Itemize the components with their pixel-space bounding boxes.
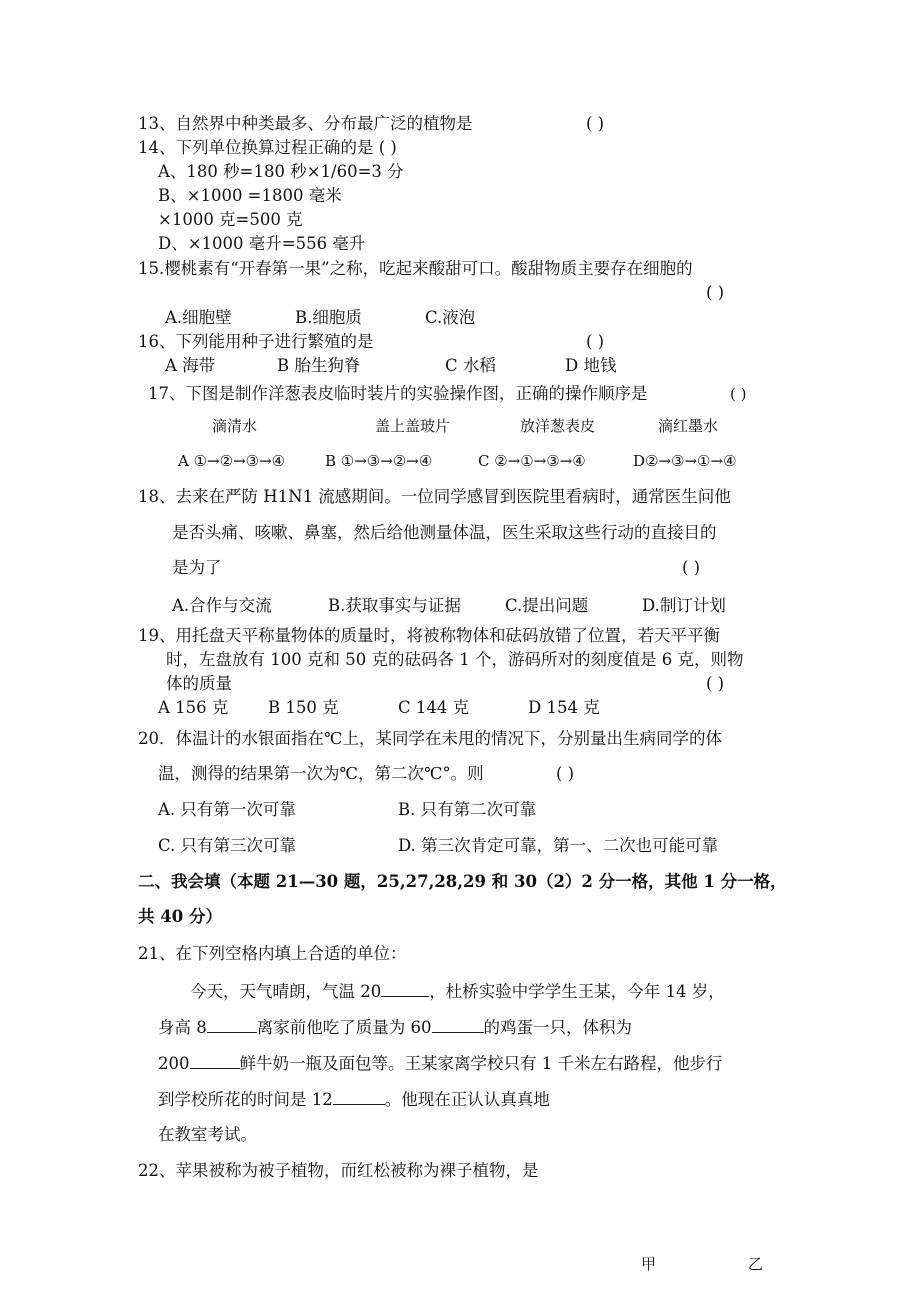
question-17: 17、下图是制作洋葱表皮临时装片的实验操作图，正确的操作顺序是 bbox=[148, 384, 648, 403]
question-16: 16、下列能用种子进行繁殖的是 bbox=[138, 332, 374, 351]
question-20-option-a: A. 只有第一次可靠 bbox=[158, 800, 296, 819]
question-20-line-2: 温，测得的结果第一次为℃，第二次℃°。则 bbox=[158, 764, 484, 783]
question-19-option-d: D 154 克 bbox=[528, 698, 600, 717]
question-14-option-c: ×1000 克=500 克 bbox=[158, 210, 303, 229]
question-17-option-a: A ①→②→③→④ bbox=[178, 452, 286, 470]
question-19-option-c: C 144 克 bbox=[398, 698, 470, 717]
question-20-line-1: 20．体温计的水银面指在℃上，某同学在未甩的情况下，分别量出生病同学的体 bbox=[138, 729, 722, 748]
question-18-option-d: D.制订计划 bbox=[642, 596, 726, 615]
q21-text-part: ，杜桥实验中学学生王某，今年 14 岁， bbox=[429, 982, 725, 1001]
question-16-answer-paren: ( ) bbox=[586, 332, 605, 351]
question-16-option-c: C 水稻 bbox=[445, 356, 496, 375]
question-18-line-2: 是否头痛、咳嗽、鼻塞，然后给他测量体温，医生采取这些行动的直接目的 bbox=[172, 523, 717, 542]
question-17-option-b: B ①→③→②→④ bbox=[325, 452, 433, 470]
question-15-option-a: A.细胞壁 bbox=[165, 308, 232, 327]
question-14-option-a: A、180 秒=180 秒×1/60=3 分 bbox=[158, 162, 404, 181]
question-16-option-b: B 胎生狗脊 bbox=[277, 356, 361, 375]
question-14: 14、下列单位换算过程正确的是 ( ) bbox=[138, 138, 397, 157]
question-19-line-2: 时，左盘放有 100 克和 50 克的砝码各 1 个，游码所对的刻度值是 6 克，则物 bbox=[166, 650, 744, 669]
answer-blank-volume-unit[interactable] bbox=[190, 1052, 240, 1069]
figure-label-jia: 甲 bbox=[641, 1255, 657, 1273]
q17-step-label-2: 盖上盖玻片 bbox=[375, 417, 451, 435]
question-16-option-d: D 地钱 bbox=[565, 356, 617, 375]
question-20-option-c: C. 只有第三次可靠 bbox=[158, 836, 297, 855]
q21-text-part: 身高 8 bbox=[158, 1018, 207, 1037]
answer-blank-mass-unit[interactable] bbox=[432, 1016, 484, 1033]
question-20-option-b: B. 只有第二次可靠 bbox=[398, 800, 537, 819]
question-19-line-1: 19、用托盘天平称量物体的质量时，将被称物体和砝码放错了位置，若天平平衡 bbox=[138, 626, 720, 645]
q21-text-part: 离家前他吃了质量为 60 bbox=[256, 1018, 432, 1037]
section-2-heading-line-1: 二、我会填（本题 21—30 题，25,27,28,29 和 30（2）2 分一格，其他 1 分一格， bbox=[138, 872, 787, 891]
q21-text-part: 的鸡蛋一只，体积为 bbox=[483, 1018, 632, 1037]
question-21-para-line-1 bbox=[190, 980, 725, 1003]
question-18-option-b: B.获取事实与证据 bbox=[328, 596, 461, 615]
question-19-option-a: A 156 克 bbox=[158, 698, 229, 717]
question-15-answer-paren: ( ) bbox=[706, 283, 725, 302]
question-21-para-line-5: 在教室考试。 bbox=[158, 1125, 257, 1144]
question-22: 22、苹果被称为被子植物，而红松被称为裸子植物，是 bbox=[138, 1161, 539, 1180]
question-19-line-3: 体的质量 bbox=[166, 674, 232, 693]
question-21-para-line-3 bbox=[158, 1052, 723, 1075]
q21-text-part: 鲜牛奶一瓶及面包等。王某家离学校只有 1 千米左右路程，他步行 bbox=[239, 1054, 723, 1073]
question-21-para-line-4 bbox=[158, 1088, 550, 1111]
q21-text-part: 到学校所花的时间是 12 bbox=[158, 1090, 333, 1109]
question-16-option-a: A 海带 bbox=[165, 356, 216, 375]
figure-label-yi: 乙 bbox=[748, 1255, 764, 1273]
answer-blank-time-unit[interactable] bbox=[333, 1088, 385, 1105]
question-17-answer-paren: ( ) bbox=[730, 385, 747, 403]
question-13-answer-paren: ( ) bbox=[586, 114, 605, 133]
q21-text-part: 200 bbox=[158, 1054, 190, 1073]
question-18-line-3: 是为了 bbox=[172, 558, 222, 577]
question-19-option-b: B 150 克 bbox=[268, 698, 339, 717]
question-18-line-1: 18、去来在严防 H1N1 流感期间。一位同学感冒到医院里看病时，通常医生问他 bbox=[138, 487, 731, 506]
q17-step-label-4: 滴红墨水 bbox=[658, 417, 719, 435]
question-21-para-line-2 bbox=[158, 1016, 632, 1039]
question-20-option-d: D. 第三次肯定可靠，第一、二次也可能可靠 bbox=[398, 836, 719, 855]
question-15: 15.樱桃素有“开春第一果”之称，吃起来酸甜可口。酸甜物质主要存在细胞的 bbox=[138, 259, 693, 278]
question-14-option-b: B、×1000 =1800 毫米 bbox=[158, 186, 342, 205]
question-18-option-c: C.提出问题 bbox=[505, 596, 589, 615]
question-14-option-d: D、×1000 毫升=556 毫升 bbox=[158, 234, 366, 253]
question-17-option-c: C ②→①→③→④ bbox=[478, 452, 586, 470]
answer-blank-temperature-unit[interactable] bbox=[381, 980, 429, 997]
question-13 bbox=[138, 113, 473, 135]
question-21: 21、在下列空格内填上合适的单位： bbox=[138, 944, 407, 963]
question-20-answer-paren: ( ) bbox=[556, 764, 575, 783]
question-13-text: 13、自然界中种类最多、分布最广泛的植物是 bbox=[138, 114, 473, 133]
answer-blank-height-unit[interactable] bbox=[207, 1016, 257, 1033]
question-15-option-c: C.液泡 bbox=[425, 308, 476, 327]
q17-step-label-1: 滴清水 bbox=[212, 417, 258, 435]
q21-text-part: 。他现在正认认真真地 bbox=[384, 1090, 550, 1109]
section-2-heading-line-2: 共 40 分） bbox=[138, 907, 222, 926]
question-15-option-b: B.细胞质 bbox=[295, 308, 362, 327]
question-18-answer-paren: ( ) bbox=[682, 558, 701, 577]
q21-text-part: 今天，天气晴朗，气温 20 bbox=[190, 982, 382, 1001]
q17-step-label-3: 放洋葱表皮 bbox=[520, 417, 596, 435]
question-17-option-d: D②→③→①→④ bbox=[633, 452, 737, 470]
question-18-option-a: A.合作与交流 bbox=[172, 596, 272, 615]
question-19-answer-paren: ( ) bbox=[706, 674, 725, 693]
